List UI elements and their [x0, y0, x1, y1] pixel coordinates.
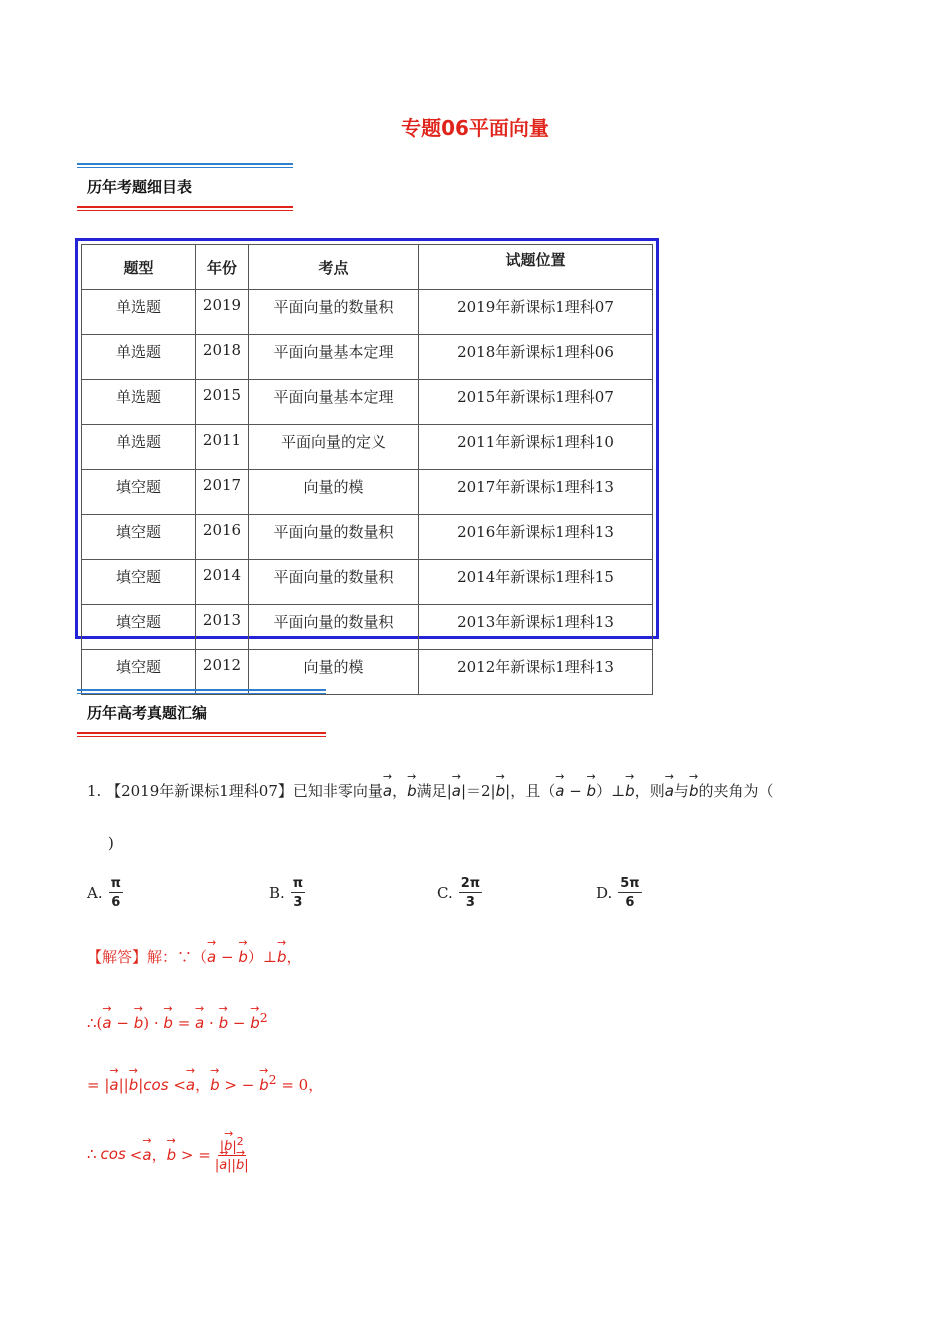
- option-c[interactable]: [437, 876, 482, 910]
- cell-year: 2018: [196, 335, 249, 380]
- section-label: 历年考题细目表: [87, 178, 193, 196]
- cell-type: 填空题: [82, 605, 196, 650]
- section-heading-table: [77, 163, 293, 211]
- answer-line-2: ∴(→ a − → b) · → b = → a · → b − → $b^2$: [87, 1010, 268, 1032]
- cell-topic: 平面向量的数量积: [249, 560, 419, 605]
- option-fraction: $\frac{\pi}{6}$: [110, 876, 121, 910]
- option-label: C.: [437, 884, 453, 902]
- cell-topic: 平面向量的定义: [249, 425, 419, 470]
- divider-red: [77, 732, 326, 737]
- table-row: [82, 650, 653, 695]
- table-row: [82, 470, 653, 515]
- cell-type: 填空题: [82, 560, 196, 605]
- table-row: [82, 560, 653, 605]
- cell-position: 2017年新课标1理科13: [419, 470, 653, 515]
- section-heading-questions: [77, 689, 326, 737]
- option-label: A.: [87, 884, 103, 902]
- option-a[interactable]: [87, 876, 123, 910]
- cell-position: 2015年新课标1理科07: [419, 380, 653, 425]
- cell-topic: 平面向量的数量积: [249, 605, 419, 650]
- cell-type: 单选题: [82, 380, 196, 425]
- table-row: [82, 380, 653, 425]
- col-header-position: 试题位置: [419, 245, 653, 290]
- col-header-year: 年份: [196, 245, 249, 290]
- cell-position: 2016年新课标1理科13: [419, 515, 653, 560]
- cell-position: 2013年新课标1理科13: [419, 605, 653, 650]
- option-fraction: $\frac{2\pi}{3}$: [460, 876, 481, 910]
- answer-line-1: 【解答】解：∵（→ a − → b）⊥→ b，: [87, 946, 302, 967]
- cell-position: 2018年新课标1理科06: [419, 335, 653, 380]
- cell-type: 填空题: [82, 470, 196, 515]
- cell-year: 2011: [196, 425, 249, 470]
- cell-type: 单选题: [82, 335, 196, 380]
- page-title: 专题06平面向量: [401, 116, 549, 140]
- question-1: 1. 【2019年新课标1理科07】已知非零向量→ a，→ b满足|→ a|＝2|→ b|，且（→ a − → b）⊥→ b，则→ a与→ b的夹角为（: [87, 780, 877, 801]
- option-label: B.: [269, 884, 285, 902]
- answer-line-3: = |→ a||→ b|cos <→ a，→ b > − → $b^2 = 0$，: [87, 1072, 323, 1095]
- cell-year: 2015: [196, 380, 249, 425]
- divider-red: [77, 206, 293, 211]
- cell-position: 2011年新课标1理科10: [419, 425, 653, 470]
- vector-a: → a: [383, 782, 392, 800]
- vector-b: → b: [407, 782, 417, 800]
- table-row: [82, 515, 653, 560]
- col-header-topic: 考点: [249, 245, 419, 290]
- cell-position: 2012年新课标1理科13: [419, 650, 653, 695]
- table-row: [82, 335, 653, 380]
- cell-position: 2019年新课标1理科07: [419, 290, 653, 335]
- cell-year: 2012: [196, 650, 249, 695]
- section-label: 历年高考真题汇编: [87, 704, 208, 722]
- answer-fraction: $\frac{|\to b|^2}{|\to a||\to b|}$: [215, 1135, 249, 1173]
- cell-year: 2017: [196, 470, 249, 515]
- cell-type: 填空题: [82, 515, 196, 560]
- cell-position: 2014年新课标1理科15: [419, 560, 653, 605]
- question-close-paren: ): [108, 834, 114, 852]
- cell-topic: 向量的模: [249, 650, 419, 695]
- col-header-type: 题型: [82, 245, 196, 290]
- cell-type: 单选题: [82, 290, 196, 335]
- cell-year: 2014: [196, 560, 249, 605]
- cell-topic: 平面向量的数量积: [249, 290, 419, 335]
- cell-topic: 平面向量基本定理: [249, 335, 419, 380]
- answer-line-4: ∴ cos <→ a，→ b > = $\frac{|\to b|^2}{|\to a||\to b|}$: [87, 1135, 249, 1173]
- table-row: [82, 425, 653, 470]
- cell-topic: 平面向量基本定理: [249, 380, 419, 425]
- exam-table-frame: [75, 238, 659, 676]
- cell-topic: 平面向量的数量积: [249, 515, 419, 560]
- question-source: 【2019年新课标1理科07】: [106, 782, 293, 800]
- cell-type: 填空题: [82, 650, 196, 695]
- cell-year: 2019: [196, 290, 249, 335]
- table-row: [82, 605, 653, 650]
- answer-tag: 【解答】: [87, 948, 148, 966]
- exam-table: [81, 244, 653, 695]
- option-fraction: $\frac{\pi}{3}$: [292, 876, 304, 910]
- cell-topic: 向量的模: [249, 470, 419, 515]
- option-b[interactable]: [269, 876, 305, 910]
- cell-type: 单选题: [82, 425, 196, 470]
- option-fraction: $\frac{5\pi}{6}$: [620, 876, 640, 910]
- cell-year: 2016: [196, 515, 249, 560]
- option-label: D.: [596, 884, 613, 902]
- table-row: [82, 290, 653, 335]
- option-d[interactable]: [596, 876, 642, 910]
- table-header-row: [82, 245, 653, 290]
- question-number: 1.: [87, 782, 102, 800]
- cell-year: 2013: [196, 605, 249, 650]
